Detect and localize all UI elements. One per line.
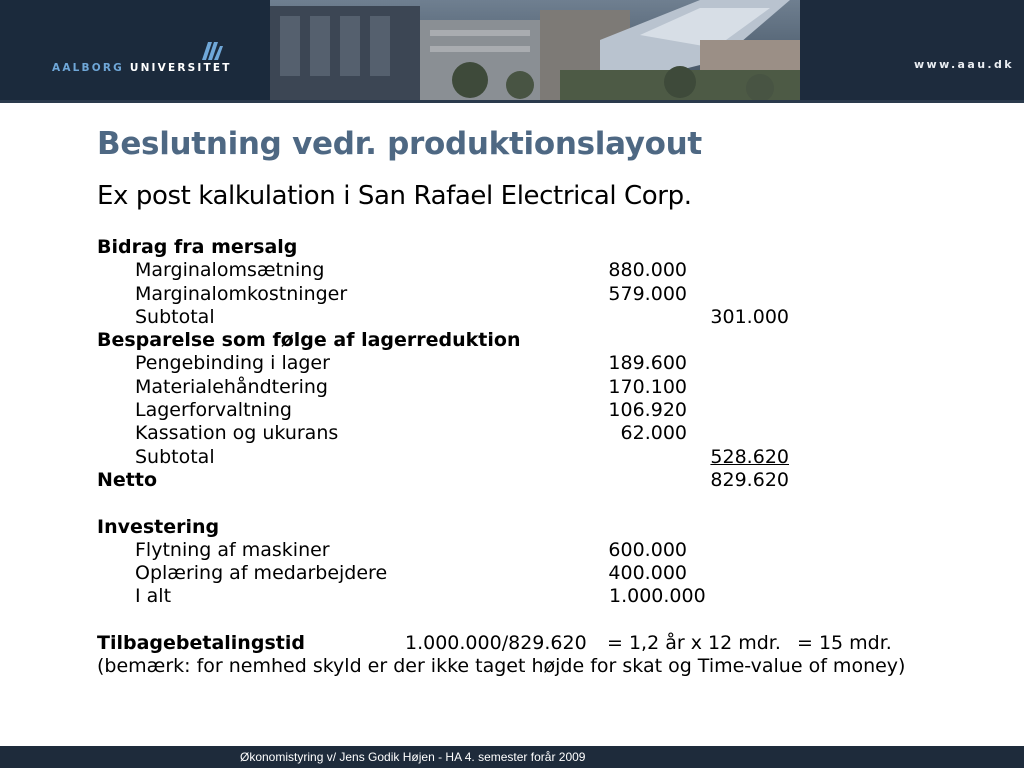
row-value: 400.000 [608,562,687,585]
netto-label: Netto [97,468,158,491]
row-value: 62.000 [620,422,687,445]
payback-label: Tilbagebetalingstid [97,632,305,655]
logo-text-aalborg: AALBORG [52,62,124,74]
row-label: Flytning af maskiner [135,538,330,561]
investering-heading: Investering [97,515,220,538]
table-row [97,585,977,608]
row-label: Materialehåndtering [135,375,328,398]
table-row [97,399,977,422]
logo-text-universitet: UNIVERSITET [129,62,232,74]
university-logo [52,38,252,78]
subtotal-value: 301.000 [710,305,789,328]
row-label: Oplæring af medarbejdere [135,562,388,585]
table-row [97,539,977,562]
row-label: Marginalomsætning [135,259,325,282]
logo-text [52,62,232,74]
row-label: Lagerforvaltning [135,399,292,422]
row-value: 600.000 [608,538,687,561]
row-label: Marginalomkostninger [135,282,348,305]
table-row [97,422,977,445]
website-url: www.aau.dk [913,58,1014,71]
table-row [97,376,977,399]
slide-title: Beslutning vedr. produktionslayout [97,126,702,162]
subtotal-value: 528.620 [710,445,789,468]
bidrag-heading-row [97,236,977,259]
row-value: 1.000.000 [609,585,706,608]
row-value: 579.000 [608,282,687,305]
note-text: (bemærk: for nemhed skyld er der ikke taget højde for skat og Time-value of money) [97,655,906,678]
netto-value: 829.620 [710,468,789,491]
table-row [97,562,977,585]
row-value: 189.600 [608,352,687,375]
table-row [97,352,977,375]
payback-months: = 15 mdr. [797,632,892,655]
subtotal-row [97,306,977,329]
subtotal-row [97,446,977,469]
row-value: 106.920 [608,399,687,422]
row-label: Kassation og ukurans [135,422,339,445]
calculation-body [97,236,977,679]
subtotal-label: Subtotal [135,445,215,468]
bidrag-heading: Bidrag fra mersalg [97,236,298,258]
footer-bar [0,746,1024,768]
subtotal-label: Subtotal [135,305,215,328]
payback-row [97,632,977,655]
row-value: 170.100 [608,375,687,398]
footer-text: Økonomistyring v/ Jens Godik Højen - HA 4. semester forår 2009 [240,750,586,764]
table-row [97,259,977,282]
row-value: 880.000 [608,259,687,282]
besparelse-heading: Besparelse som følge af lagerreduktion [97,329,521,352]
logo-icon [198,38,224,62]
payback-formula: 1.000.000/829.620 [405,632,587,655]
spacer [97,609,977,632]
payback-years: = 1,2 år x 12 mdr. [607,632,781,655]
row-label: I alt [135,585,172,608]
netto-row [97,469,977,492]
header-banner [0,0,1024,103]
slide-subtitle: Ex post kalkulation i San Rafael Electrical Corp. [97,181,692,211]
besparelse-heading-row [97,329,977,352]
row-label: Pengebinding i lager [135,352,330,375]
investering-heading-row [97,516,977,539]
table-row [97,283,977,306]
spacer [97,492,977,515]
note-row [97,655,977,678]
